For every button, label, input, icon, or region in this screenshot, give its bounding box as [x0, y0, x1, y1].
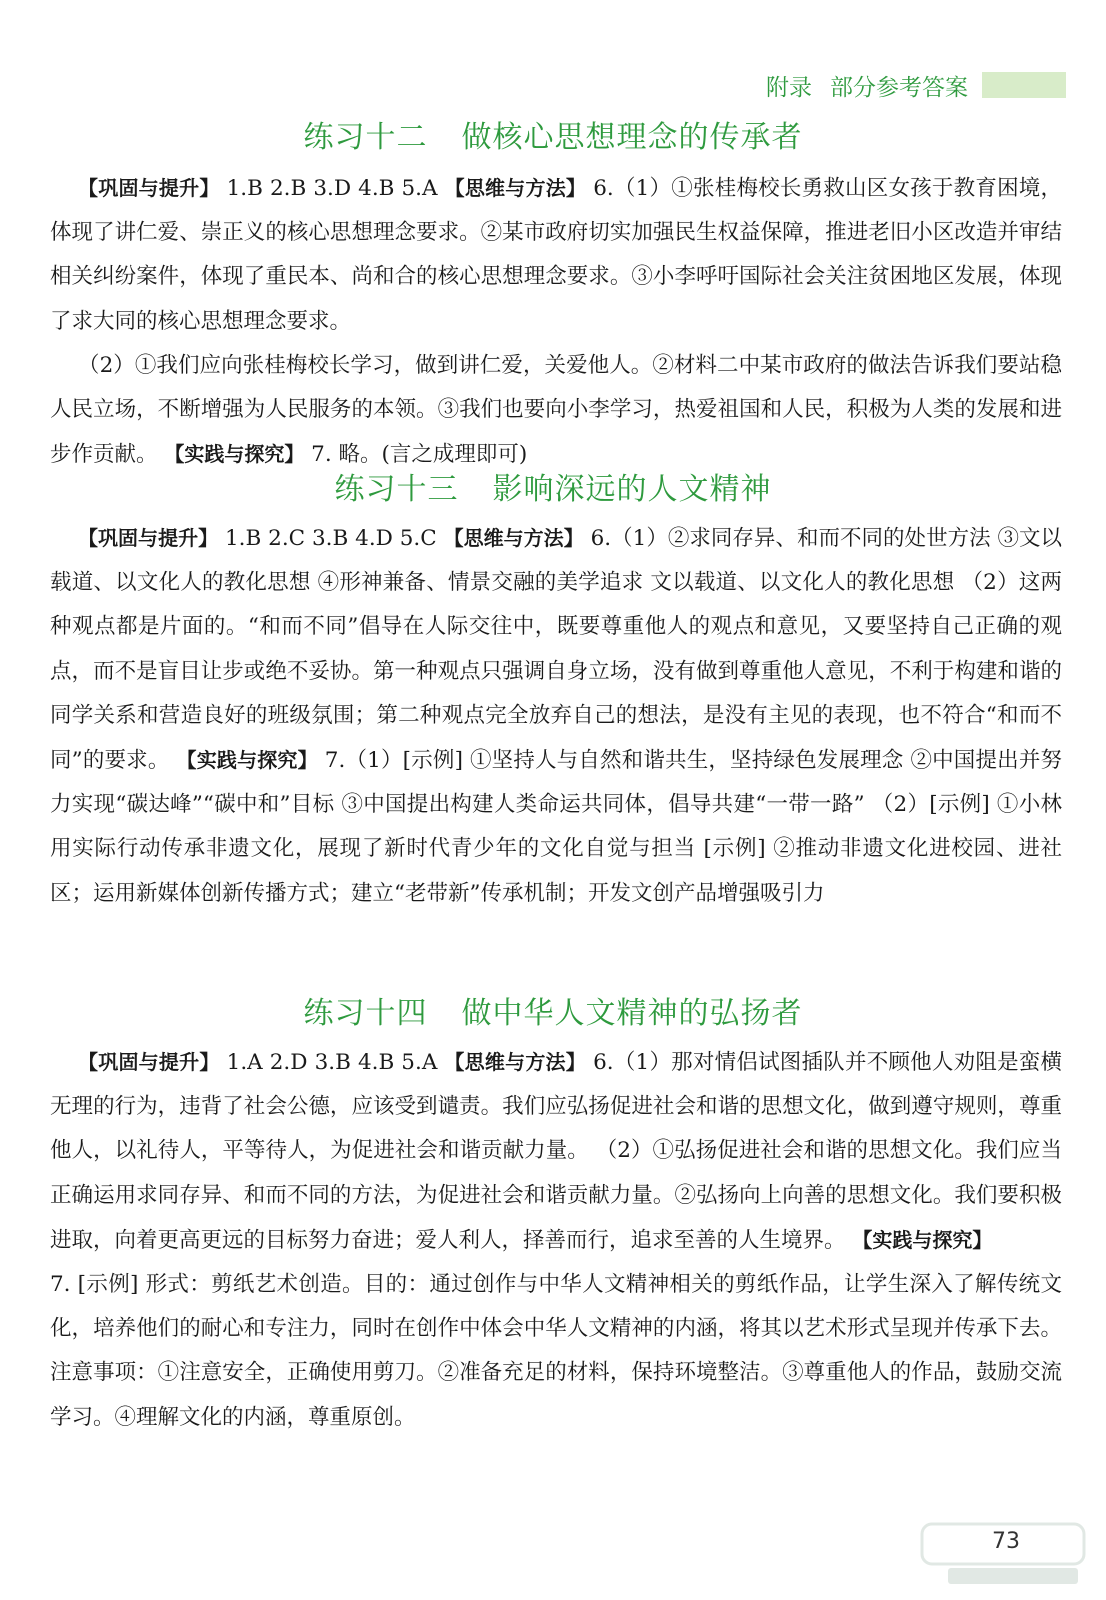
category-tag: 【巩固与提升】: [78, 176, 220, 200]
running-header: [766, 70, 1066, 100]
answer-text: （2）①我们应向张桂梅校长学习，做到讲仁爱，关爱他人。②材料二中某市政府的做法告诉我们要站稳人民立场，不断增强为人民服务的本领。③我们也要向小李学习，热爱祖国和人民，积极为人类的发展和进步作贡献。: [50, 352, 1062, 468]
answer-paragraph: [50, 1040, 1062, 1263]
header-decoration-bar: [982, 72, 1066, 98]
answer-paragraph: [50, 1263, 1062, 1440]
section-name: 做核心思想理念的传承者: [461, 120, 803, 155]
section-number: 练习十二: [303, 120, 428, 155]
answer-text: 7. 略。(言之成理即可): [304, 442, 528, 468]
category-tag: 【思维与方法】: [444, 176, 587, 200]
section-number: 练习十四: [303, 996, 428, 1031]
header-appendix: 附录: [766, 74, 812, 101]
answer-paragraph: [50, 344, 1062, 478]
section-body-14: [50, 1040, 1062, 1440]
answer-paragraph: [50, 516, 1062, 916]
category-tag: 【巩固与提升】: [78, 526, 219, 550]
answer-text: 6.（1）那对情侣试图插队并不顾他人劝阻是蛮横无理的行为，违背了社会公德，应该受到谴责。我们应弘扬促进社会和谐的思想文化，做到遵守规则，尊重他人，以礼待人，平等待人，为促进社会和谐贡献力量。 （2）①弘扬促进社会和谐的思想文化。我们应当正确运用求同存异、和而不同的方法，为促进社会和谐贡献力量。②弘扬向上向善的思想文化。我们要积极进取，向着更高更远的目标努力奋进；爱人利人，择善而行，追求至善的人生境界。: [50, 1050, 1063, 1253]
category-tag: 【思维与方法】: [443, 526, 584, 550]
section-title-14: [0, 994, 1106, 1034]
answer-text: 1.A 2.D 3.B 4.B 5.A: [219, 1050, 445, 1075]
answer-text: 1.B 2.C 3.B 4.D 5.C: [218, 526, 444, 551]
page-number: 73: [992, 1529, 1020, 1554]
section-body-13: [50, 516, 1062, 916]
category-tag: 【实践与探究】: [164, 442, 305, 467]
answer-text: 6.（1）①张桂梅校长勇救山区女孩于教育困境，体现了讲仁爱、崇正义的核心思想理念要求。②某市政府切实加强民生权益保障，推进老旧小区改造并审结相关纠纷案件，体现了重民本、尚和合的核心思想理念要求。③小李呼吁国际社会关注贫困地区发展，体现了求大同的核心思想理念要求。: [50, 176, 1063, 334]
section-body-12: [50, 166, 1062, 477]
category-tag: 【实践与探究】: [852, 1227, 993, 1252]
section-name: 做中华人文精神的弘扬者: [461, 996, 803, 1031]
header-answers: 部分参考答案: [830, 74, 968, 101]
answer-text: 6.（1）②求同存异、和而不同的处世方法 ③文以载道、以文化人的教化思想 ④形神兼备、情景交融的美学追求 文以载道、以文化人的教化思想 （2）这两种观点都是片面的。“和而不同”倡导在人际交往中，既要尊重他人的观点和意见，又要坚持自己正确的观点，而不是盲目让步或绝不妥协。第一种观点只强调自身立场，没有做到尊重他人意见，不利于构建和谐的同学关系和营造良好的班级氛围；第二种观点完全放弃自己的想法，是没有主见的表现，也不符合“和而不同”的要求。: [50, 526, 1063, 774]
category-tag: 【实践与探究】: [176, 748, 318, 773]
section-name: 影响深远的人文精神: [492, 472, 772, 507]
answer-text: 7.（1）[示例] ①坚持人与自然和谐共生，坚持绿色发展理念 ②中国提出并努力实现“碳达峰”“碳中和”目标 ③中国提出构建人类命运共同体，倡导共建“一带一路” （2）[示例] ①小林用实际行动传承非遗文化，展现了新时代青少年的文化自觉与担当 [示例] ②推动非遗文化进校园、进社区；运用新媒体创新传播方式；建立“老带新”传承机制；开发文创产品增强吸引力: [50, 748, 1062, 906]
section-number: 练习十三: [334, 472, 459, 507]
watermark-logo: [918, 1518, 1088, 1590]
section-title-12: [0, 118, 1106, 158]
answer-paragraph: [50, 166, 1062, 344]
category-tag: 【思维与方法】: [444, 1050, 587, 1074]
answer-text: 1.B 2.B 3.D 4.B 5.A: [219, 176, 445, 201]
section-title-13: [0, 470, 1106, 510]
answer-text: 7. [示例] 形式：剪纸艺术创造。目的：通过创作与中华人文精神相关的剪纸作品，让学生深入了解传统文化，培养他们的耐心和专注力，同时在创作中体会中华人文精神的内涵，将其以艺术形式呈现并传承下去。注意事项：①注意安全，正确使用剪刀。②准备充足的材料，保持环境整洁。③尊重他人的作品，鼓励交流学习。④理解文化的内涵，尊重原创。: [50, 1272, 1062, 1430]
category-tag: 【巩固与提升】: [78, 1050, 220, 1074]
